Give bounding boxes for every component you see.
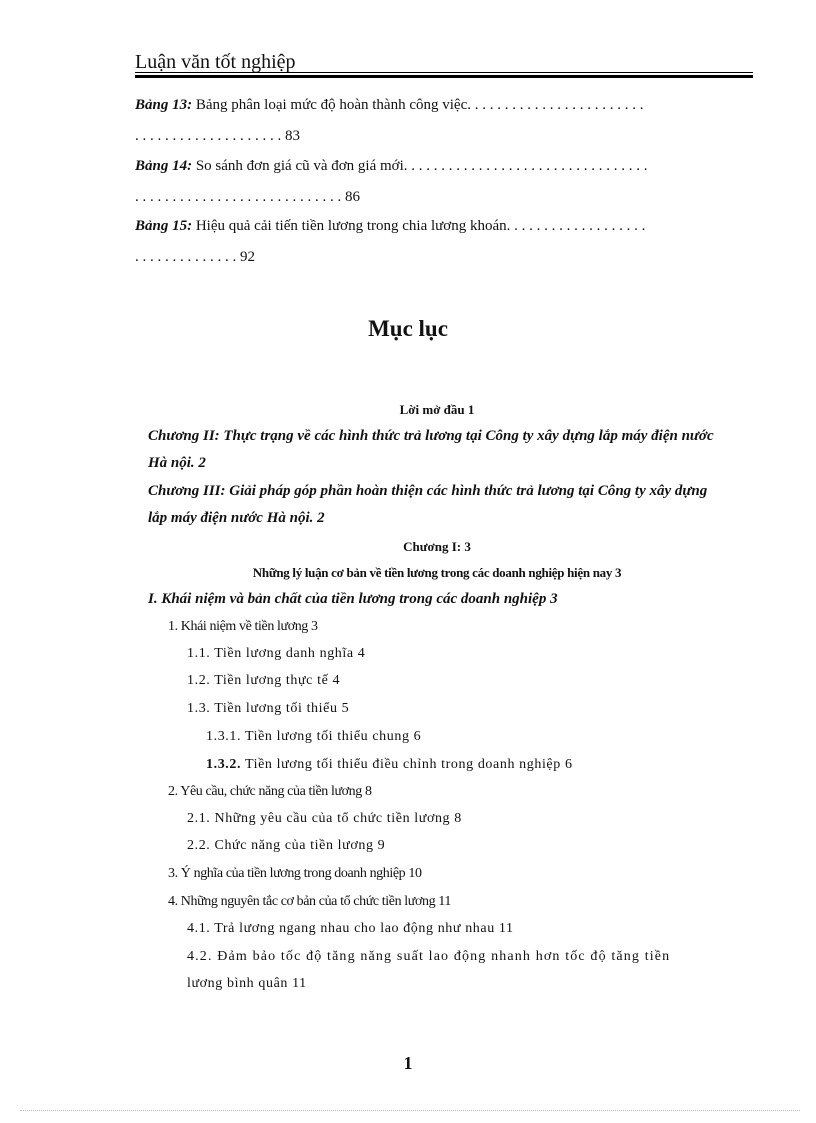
toc-item-1-3-1: 1.3.1. Tiền lương tối thiểu chung 6 [206, 729, 422, 744]
page-bottom-border [20, 1110, 800, 1111]
table-list-entry [135, 151, 739, 213]
toc-item-1-1: 1.1. Tiền lương danh nghĩa 4 [187, 646, 366, 661]
toc-foreword: Lời mở đầu 1 [399, 402, 475, 417]
toc-chapter-3-line2: lắp máy điện nước Hà nội. 2 [148, 510, 325, 526]
table-label: Bảng 13: [135, 97, 193, 113]
table-caption: Bảng phân loại mức độ hoàn thành công việc. [192, 97, 471, 113]
header-rule-thin [135, 72, 753, 73]
table-page: 86 [345, 189, 360, 205]
toc-chapter-1: Chương I: 3 [403, 539, 471, 554]
toc-item-1: 1. Khái niệm về tiền lương 3 [168, 619, 318, 634]
toc-item-3: 3. Ý nghĩa của tiền lương trong doanh nghiệp 10 [168, 866, 422, 881]
toc-item-1-3: 1.3. Tiền lương tối thiểu 5 [187, 701, 350, 716]
toc-item-1-2: 1.2. Tiền lương thực tế 4 [187, 673, 341, 688]
toc-item-2-2: 2.2. Chức năng của tiền lương 9 [187, 838, 386, 853]
toc-item-4: 4. Những nguyên tắc cơ bản của tổ chức tiền lương 11 [168, 894, 451, 909]
toc-title: Mục lục [368, 316, 448, 341]
document-header: Luận văn tốt nghiệp [135, 51, 296, 73]
toc-chapter-2-line1: Chương II: Thực trạng về các hình thức trả lương tại Công ty xây dựng lắp máy điện nước [148, 428, 714, 444]
leader-dots: . . . . . . . . . . . . . . . . . . . . [135, 128, 285, 144]
toc-item-2-1: 2.1. Những yêu cầu của tổ chức tiền lương 8 [187, 811, 462, 826]
table-caption: So sánh đơn giá cũ và đơn giá mới. [192, 158, 408, 174]
leader-dots: . . . . . . . . . . . . . . [135, 249, 240, 265]
table-list-entry [135, 90, 739, 152]
toc-chapter-1-subtitle: Những lý luận cơ bản về tiền lương trong các doanh nghiệp hiện nay 3 [252, 565, 622, 580]
toc-item-4-2-line1: 4.2. Đảm bảo tốc độ tăng năng suất lao động nhanh hơn tốc độ tăng tiền [187, 949, 671, 964]
toc-chapter-3-line1: Chương III: Giải pháp góp phần hoàn thiện các hình thức trả lương tại Công ty xây dựng [148, 483, 708, 499]
page-number: 1 [403, 1053, 413, 1073]
toc-section-1: I. Khái niệm và bản chất của tiền lương trong các doanh nghiệp 3 [148, 591, 558, 607]
table-label: Bảng 15: [135, 218, 193, 234]
table-page: 92 [240, 249, 255, 265]
table-list-entry [135, 211, 739, 273]
table-label: Bảng 14: [135, 158, 193, 174]
toc-item-number: 1.3.2. [206, 757, 242, 772]
toc-item-1-3-2 [206, 757, 573, 773]
toc-item-2: 2. Yêu cầu, chức năng của tiền lương 8 [168, 784, 372, 799]
table-page: 83 [285, 128, 300, 144]
leader-dots: . . . . . . . . . . . . . . . . . . . . . . . [471, 97, 644, 113]
leader-dots: . . . . . . . . . . . . . . . . . . [510, 218, 646, 234]
header-rule-thick [135, 75, 753, 78]
toc-item-text: Tiền lương tối thiểu điều chỉnh trong doanh nghiệp 6 [241, 757, 573, 772]
leader-dots: . . . . . . . . . . . . . . . . . . . . . . . . . . . . . . . . [407, 158, 648, 174]
toc-item-4-2-line2: lương bình quân 11 [187, 976, 307, 991]
toc-item-4-1: 4.1. Trả lương ngang nhau cho lao động như nhau 11 [187, 921, 514, 936]
toc-chapter-2-line2: Hà nội. 2 [148, 455, 206, 471]
table-caption: Hiệu quả cải tiến tiền lương trong chia lương khoán. [192, 218, 511, 234]
leader-dots: . . . . . . . . . . . . . . . . . . . . . . . . . . . . [135, 189, 345, 205]
